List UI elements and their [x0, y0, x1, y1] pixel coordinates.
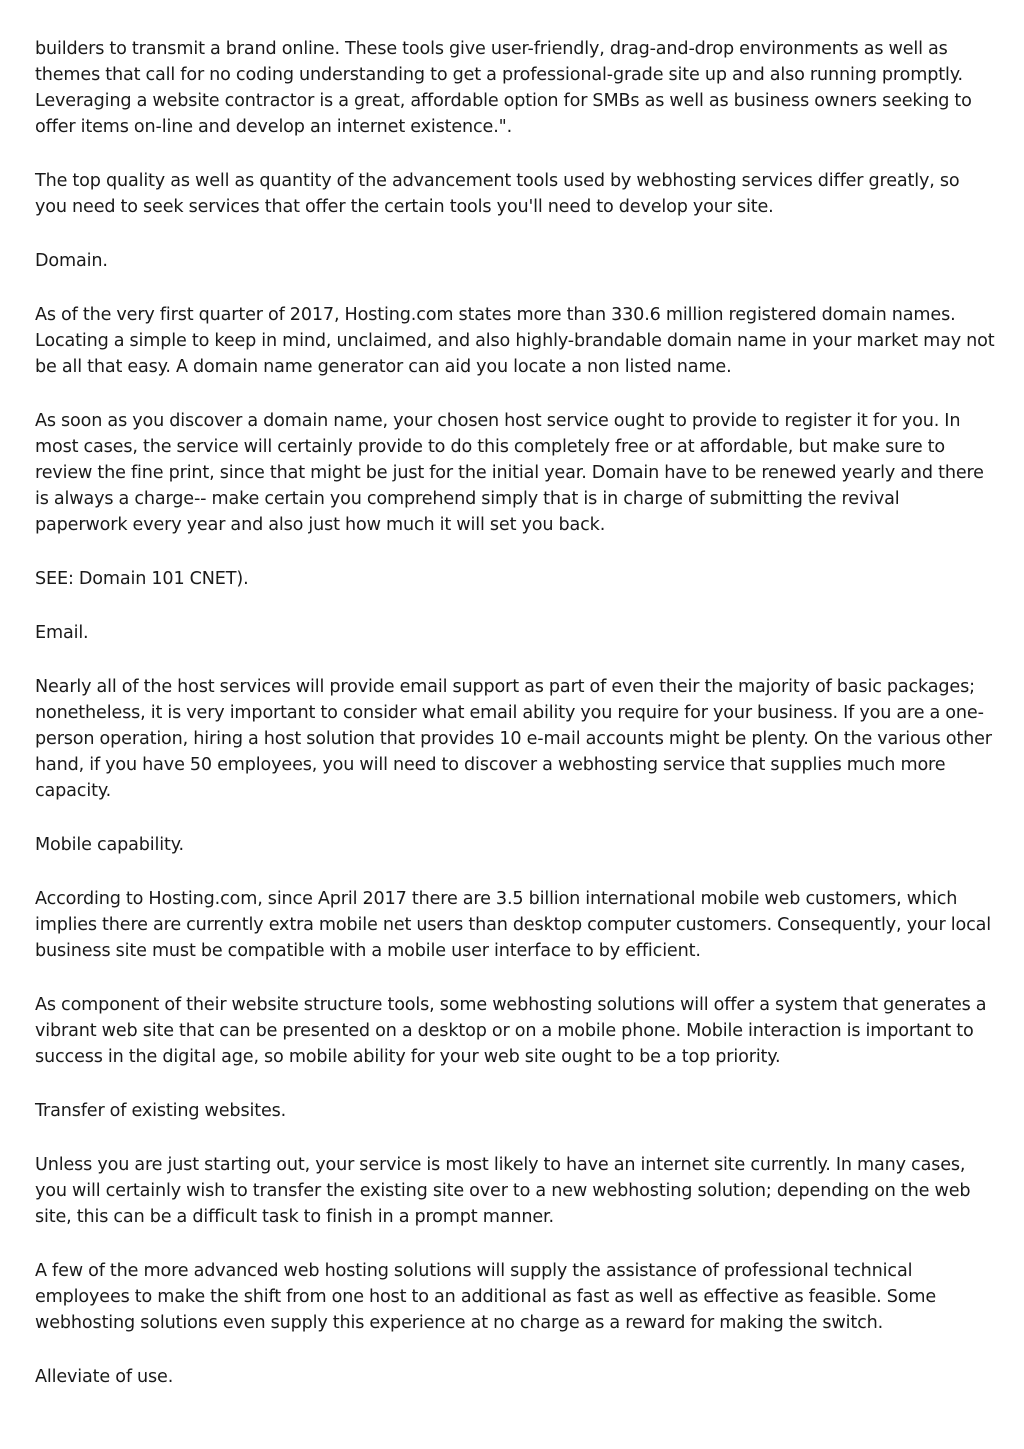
paragraph-domain-stats: As of the very first quarter of 2017, Hosting.com states more than 330.6 million registered domain names. Locating a simple to keep in mind, unclaimed, and also highly-brandable domain name in your market may not be all that easy. A domain name generator can aid you locate a non listed name.: [35, 305, 995, 377]
paragraph-mobile-tools: As component of their website structure tools, some webhosting solutions will offer a system that generates a vibrant web site that can be presented on a desktop or on a mobile phone. Mobile interaction is important to success in the digital age, so mobile ability for your web site ought to be a top priority.: [35, 995, 987, 1067]
paragraph-mobile-stats: According to Hosting.com, since April 2017 there are 3.5 billion international mobile web customers, which implies there are currently extra mobile net users than desktop computer customers. Consequently, your local business site must be compatible with a mobile user interface to by efficient.: [35, 889, 991, 961]
heading-mobile-capability: Mobile capability.: [35, 835, 184, 855]
paragraph-email-support: Nearly all of the host services will provide email support as part of even their the majority of basic packages; nonetheless, it is very important to consider what email ability you require for your business. If you are a one-person operation, hiring a host solution that provides 10 e-mail accounts might be plenty. On the various other hand, if you have 50 employees, you will need to discover a webhosting service that supplies much more capacity.: [35, 677, 992, 801]
heading-transfer-websites: Transfer of existing websites.: [35, 1101, 287, 1121]
paragraph-domain-registration: As soon as you discover a domain name, your chosen host service ought to provide to register it for you. In most cases, the service will certainly provide to do this completely free or at affordable, but make sure to review the fine print, since that might be just for the initial year. Domain have to be renewed yearly and there is always a charge-- make certain you comprehend simply that is in charge of submitting the revival paperwork every year and also just how much it will set you back.: [35, 411, 984, 535]
heading-domain: Domain.: [35, 251, 108, 271]
paragraph-builders-intro: builders to transmit a brand online. These tools give user-friendly, drag-and-drop environments as well as themes that call for no coding understanding to get a professional-grade site up and also running promptly. Leveraging a website contractor is a great, affordable option for SMBs as well as business owners seeking to offer items on-line and develop an internet existence.".: [35, 39, 972, 137]
paragraph-development-tools: The top quality as well as quantity of the advancement tools used by webhosting services differ greatly, so you need to seek services that offer the certain tools you'll need to develop your site.: [35, 171, 960, 217]
paragraph-transfer-existing: Unless you are just starting out, your service is most likely to have an internet site currently. In many cases, you will certainly wish to transfer the existing site over to a new webhosting solution; depending on the web site, this can be a difficult task to finish in a prompt manner.: [35, 1155, 971, 1227]
paragraph-see-reference: SEE: Domain 101 CNET).: [35, 569, 249, 589]
heading-email: Email.: [35, 623, 89, 643]
document-page: [35, 36, 995, 1418]
heading-ease-of-use: Alleviate of use.: [35, 1367, 174, 1387]
paragraph-transfer-assistance: A few of the more advanced web hosting solutions will supply the assistance of professional technical employees to make the shift from one host to an additional as fast as well as effective as feasible. Some webhosting solutions even supply this experience at no charge as a reward for making the switch.: [35, 1261, 937, 1333]
